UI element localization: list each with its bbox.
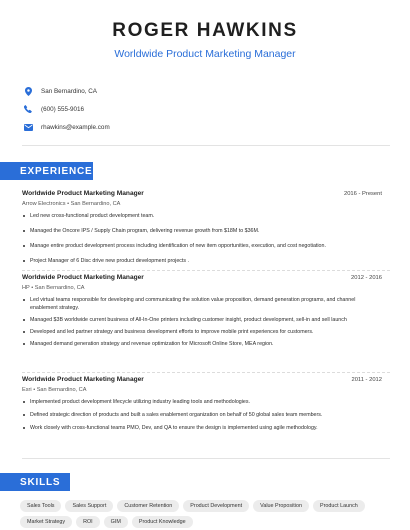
section-title-experience: EXPERIENCE bbox=[0, 162, 93, 180]
job-bullet: Implemented product development lifecycle utilizing industry leading tools and methodologies. bbox=[22, 398, 382, 406]
contact-phone bbox=[22, 100, 84, 118]
job-title: Worldwide Product Marketing Manager bbox=[22, 190, 144, 197]
job-bullet: Managed $3B worldwide current business of All-In-One printers including customer insight, product development, sell-in and sell launch bbox=[22, 316, 382, 324]
job-bullet: Defined strategic direction of products and built a sales enablement organization on behalf of 50 global sales team members. bbox=[22, 411, 382, 419]
skills-row bbox=[20, 516, 392, 528]
skill-chip: Market Strategy bbox=[20, 516, 72, 528]
skill-chip: Sales Tools bbox=[20, 500, 61, 512]
skill-chip: Customer Retention bbox=[117, 500, 179, 512]
job-dates: 2011 - 2012 bbox=[351, 377, 382, 383]
job-company: Esri • San Bernardino, CA bbox=[22, 387, 87, 393]
skill-chip: Sales Support bbox=[65, 500, 113, 512]
section-divider bbox=[22, 458, 390, 459]
job-header bbox=[22, 274, 382, 281]
job-company: HP • San Bernardino, CA bbox=[22, 285, 85, 291]
job-dates: 2012 - 2016 bbox=[351, 275, 382, 281]
skill-chip: ROI bbox=[76, 516, 100, 528]
contact-email-text: rhawkins@example.com bbox=[41, 124, 110, 131]
skill-chip: Product Launch bbox=[313, 500, 365, 512]
job-entry bbox=[22, 190, 382, 265]
contact-phone-text: (600) 555-9016 bbox=[41, 105, 85, 113]
skills-list bbox=[20, 500, 392, 530]
job-bullets bbox=[22, 296, 382, 348]
job-bullet: Managed the Oncore IPS / Supply Chain program, delivering revenue growth from $18M to $36M. bbox=[22, 227, 382, 235]
map-pin-icon bbox=[23, 86, 33, 96]
skill-chip: GIM bbox=[104, 516, 128, 528]
job-bullet: Manage entire product development process including identification of new item opportunities, execution, and cost negotiation. bbox=[22, 242, 382, 250]
candidate-role: Worldwide Product Marketing Manager bbox=[114, 48, 296, 60]
job-header bbox=[22, 376, 382, 383]
contact-location bbox=[22, 82, 97, 100]
job-entry bbox=[22, 274, 382, 348]
job-title: Worldwide Product Marketing Manager bbox=[22, 274, 144, 281]
job-bullet: Led new cross-functional product development team. bbox=[22, 212, 382, 220]
contact-email bbox=[22, 119, 110, 137]
skill-chip: Product Development bbox=[183, 500, 249, 512]
job-header bbox=[22, 190, 382, 197]
resume-header bbox=[0, 0, 410, 61]
contact-location-text: San Bernardino, CA bbox=[41, 87, 98, 95]
job-bullet: Developed and led partner strategy and business development efforts to improve mobile print experiences for customers. bbox=[22, 328, 382, 336]
job-bullet: Managed demand generation strategy and revenue optimization for Microsoft Online Store, MEA region. bbox=[22, 340, 382, 348]
skill-chip: Product Knowledge bbox=[132, 516, 193, 528]
job-dates: 2016 - Present bbox=[343, 191, 382, 197]
skill-chip: Value Proposition bbox=[253, 500, 309, 512]
job-bullets bbox=[22, 398, 382, 432]
header-divider bbox=[22, 145, 390, 146]
candidate-name: ROGER HAWKINS bbox=[112, 20, 298, 41]
job-separator bbox=[22, 372, 390, 373]
job-bullet: Led virtual teams responsible for developing and communicating the solution value proposition, demand generation programs, and channel enablement strategy. bbox=[22, 296, 382, 312]
job-bullet: Project Manager of 6 Disc drive new product development projects . bbox=[22, 257, 382, 265]
section-title-skills: SKILLS bbox=[0, 473, 70, 491]
job-bullet: Work closely with cross-functional teams PMO, Dev, and QA to ensure the design is implemented using agile methodology. bbox=[22, 424, 382, 432]
job-separator bbox=[22, 270, 390, 271]
skills-row bbox=[20, 500, 392, 512]
job-bullets bbox=[22, 212, 382, 265]
job-entry bbox=[22, 376, 382, 432]
envelope-icon bbox=[23, 123, 33, 133]
job-title: Worldwide Product Marketing Manager bbox=[22, 376, 144, 383]
job-company: Arrow Electronics • San Bernardino, CA bbox=[22, 201, 121, 207]
phone-icon bbox=[23, 104, 33, 114]
